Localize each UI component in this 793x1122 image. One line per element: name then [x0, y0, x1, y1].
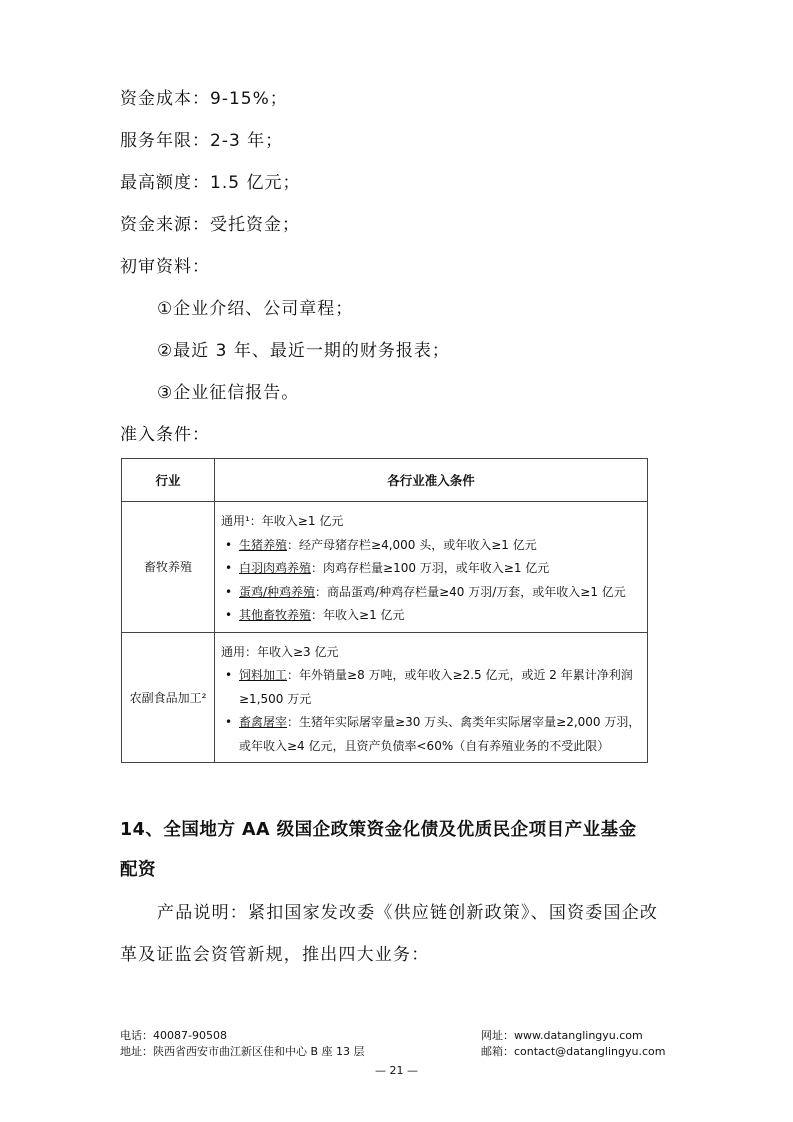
general-condition: 通用¹：年收入≥1 亿元	[221, 514, 344, 528]
access-conditions-table	[121, 458, 648, 763]
footer-address: 地址：陕西省西安市曲江新区佳和中心 B 座 13 层	[120, 1045, 365, 1058]
footer-email: 邮箱：contact@datanglingyu.com	[481, 1045, 666, 1058]
category-cell: 农副食品加工²	[122, 632, 215, 763]
header-conditions: 各行业准入条件	[215, 459, 648, 502]
item-text: ：商品蛋鸡/种鸡存栏量≥40 万羽/万套，或年收入≥1 亿元	[315, 584, 626, 599]
category-cell: 畜牧养殖	[122, 502, 215, 633]
table-header-row	[122, 459, 648, 502]
item-name: 其他畜牧养殖	[239, 608, 312, 622]
product-description-line-2: 革及证监会资管新规，推出四大业务：	[120, 945, 430, 965]
item-text: ：生猪年实际屠宰量≥30 万头、禽类年实际屠宰量≥2,000 万羽，	[287, 715, 641, 729]
list-item	[221, 604, 641, 628]
capital-cost-line: 资金成本：9-15%；	[120, 89, 288, 109]
section-heading-line-2: 配资	[120, 860, 156, 880]
conditions-cell	[215, 632, 648, 763]
item-continuation: ≥1,500 万元	[239, 691, 312, 706]
section-heading-line-1: 14、全国地方 AA 级国企政策资金化债及优质民企项目产业基金	[120, 820, 637, 840]
service-term-line: 服务年限：2-3 年；	[120, 131, 284, 151]
item-continuation: 或年收入≥4 亿元，且资产负债率<60%（自有养殖业务的不受此限）	[239, 738, 610, 753]
item-text: ：年外销量≥8 万吨，或年收入≥2.5 亿元，或近 2 年累计净利润	[287, 668, 633, 682]
fund-source-line: 资金来源：受托资金；	[120, 215, 300, 235]
header-industry: 行业	[122, 459, 215, 502]
list-item	[221, 581, 641, 605]
footer-phone: 电话：40087-90508	[120, 1029, 227, 1042]
table-row	[122, 502, 648, 633]
list-item	[221, 711, 641, 735]
list-item	[221, 664, 641, 688]
item-name: 畜禽屠宰	[239, 715, 288, 729]
list-item	[221, 534, 641, 558]
item-text: ：年收入≥1 亿元	[311, 608, 405, 622]
item-name: 白羽肉鸡养殖	[239, 561, 312, 575]
list-item	[221, 557, 641, 581]
review-doc-1: ①企业介绍、公司章程；	[157, 299, 354, 319]
item-text: ：肉鸡存栏量≥100 万羽，或年收入≥1 亿元	[311, 561, 550, 575]
page-number: — 21 —	[375, 1064, 418, 1077]
review-doc-3: ③企业征信报告。	[157, 383, 300, 403]
item-text: ：经产母猪存栏≥4,000 头，或年收入≥1 亿元	[287, 537, 537, 552]
product-description-line-1: 产品说明：紧扣国家发改委《供应链创新政策》、国资委国企改	[157, 903, 659, 923]
table-row	[122, 632, 648, 763]
item-name: 生猪养殖	[239, 537, 288, 552]
review-materials-label: 初审资料：	[120, 257, 210, 277]
general-condition: 通用：年收入≥3 亿元	[221, 644, 339, 659]
item-name: 蛋鸡/种鸡养殖	[239, 584, 316, 599]
conditions-cell	[215, 502, 648, 633]
access-conditions-label: 准入条件：	[120, 425, 210, 445]
review-doc-2: ②最近 3 年、最近一期的财务报表；	[157, 341, 450, 361]
footer-website: 网址：www.datanglingyu.com	[481, 1029, 643, 1042]
max-amount-line: 最高额度：1.5 亿元；	[120, 173, 301, 193]
item-name: 饲料加工	[239, 668, 288, 682]
